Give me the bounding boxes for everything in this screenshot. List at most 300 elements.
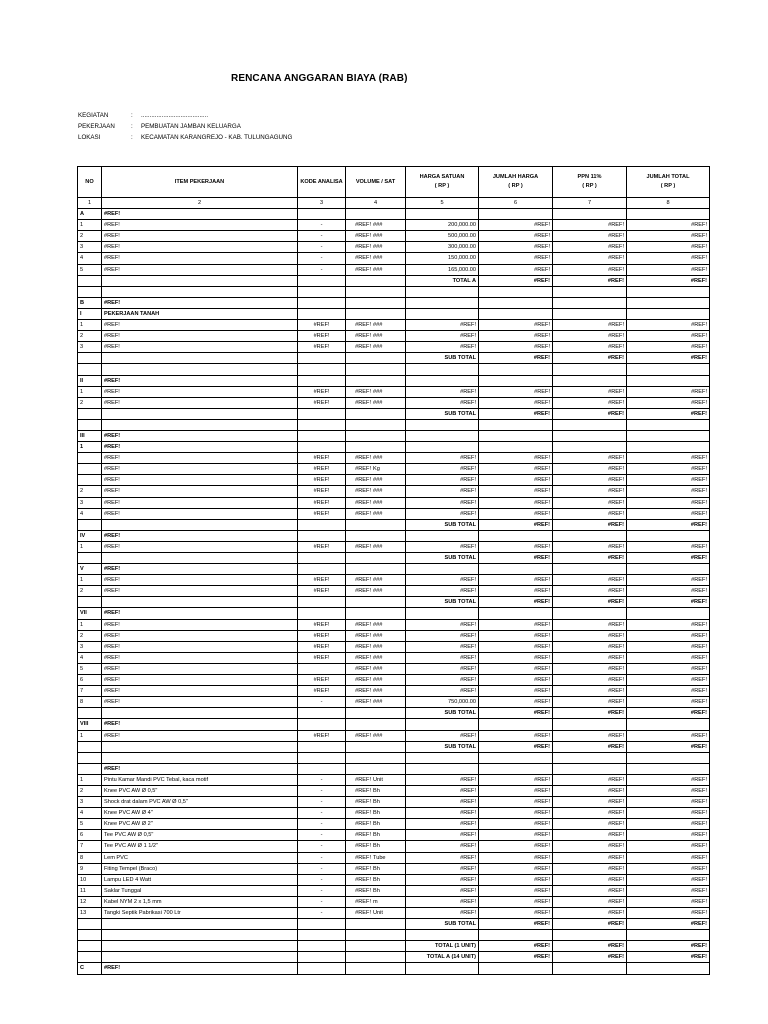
row-kode: #REF! [298, 464, 346, 475]
row-harga: #REF! [406, 641, 479, 652]
empty-cell [553, 375, 627, 386]
row-item: #REF! [102, 508, 298, 519]
summary-label: SUB TOTAL [406, 519, 479, 530]
row-item: #REF! [102, 730, 298, 741]
header-kode: KODE ANALISA [298, 167, 346, 198]
table-body [78, 198, 710, 975]
row-ppn: #REF! [553, 231, 627, 242]
table-header-row [78, 167, 710, 198]
project-info [78, 110, 292, 143]
empty-cell [102, 519, 298, 530]
row-ppn: #REF! [553, 852, 627, 863]
empty-cell [479, 963, 553, 974]
row-jumlah: #REF! [479, 264, 553, 275]
row-kode: - [298, 896, 346, 907]
empty-cell [553, 297, 627, 308]
row-harga: 500,000.00 [406, 231, 479, 242]
empty-cell [627, 430, 710, 441]
header-ppn-label: PPN 11% [577, 174, 602, 180]
row-ppn: #REF! [553, 453, 627, 464]
empty-cell [346, 952, 406, 963]
volume-wrap [348, 664, 403, 674]
row-volume [346, 386, 406, 397]
row-no [78, 763, 102, 774]
row-item: #REF! [102, 375, 298, 386]
summary-row [78, 952, 710, 963]
summary-ppn: #REF! [553, 408, 627, 419]
summary-label: SUB TOTAL [406, 919, 479, 930]
row-no: 3 [78, 242, 102, 253]
row-volume [346, 652, 406, 663]
row-harga: 750,000.00 [406, 697, 479, 708]
row-volume [346, 486, 406, 497]
row-item: #REF! [102, 453, 298, 464]
colnum-cell: 2 [102, 198, 298, 209]
summary-ppn: #REF! [553, 597, 627, 608]
table-row [78, 896, 710, 907]
empty-cell [346, 930, 406, 941]
row-total: #REF! [627, 863, 710, 874]
row-kode: #REF! [298, 342, 346, 353]
row-harga: #REF! [406, 486, 479, 497]
row-harga: #REF! [406, 586, 479, 597]
empty-cell [346, 375, 406, 386]
empty-cell [406, 297, 479, 308]
row-no: B [78, 297, 102, 308]
summary-ppn: #REF! [553, 941, 627, 952]
empty-cell [78, 519, 102, 530]
row-kode: - [298, 852, 346, 863]
rab-table [77, 166, 710, 975]
volume-unit: ### [373, 499, 383, 506]
row-total: #REF! [627, 242, 710, 253]
volume-unit: ### [373, 621, 383, 628]
summary-total: #REF! [627, 919, 710, 930]
empty-cell [627, 530, 710, 541]
row-ppn: #REF! [553, 874, 627, 885]
row-total: #REF! [627, 663, 710, 674]
empty-cell [553, 308, 627, 319]
empty-cell [627, 286, 710, 297]
table-row [78, 342, 710, 353]
volume-wrap [348, 620, 403, 630]
section-row [78, 308, 710, 319]
header-harga [406, 167, 479, 198]
row-jumlah: #REF! [479, 852, 553, 863]
row-ppn: #REF! [553, 497, 627, 508]
row-no: 2 [78, 785, 102, 796]
row-volume [346, 586, 406, 597]
row-item: #REF! [102, 231, 298, 242]
volume-wrap [348, 830, 403, 840]
summary-ppn: #REF! [553, 519, 627, 530]
row-volume [346, 785, 406, 796]
colnum-cell: 4 [346, 198, 406, 209]
volume-unit: ### [373, 477, 383, 484]
row-volume [346, 497, 406, 508]
row-item: #REF! [102, 253, 298, 264]
empty-cell [553, 608, 627, 619]
summary-jumlah: #REF! [479, 952, 553, 963]
row-harga: #REF! [406, 508, 479, 519]
row-ppn: #REF! [553, 663, 627, 674]
row-no [78, 464, 102, 475]
empty-cell [479, 442, 553, 453]
row-harga: #REF! [406, 819, 479, 830]
row-volume [346, 730, 406, 741]
row-item: #REF! [102, 464, 298, 475]
row-harga: #REF! [406, 874, 479, 885]
empty-cell [346, 597, 406, 608]
row-no: 3 [78, 342, 102, 353]
summary-row [78, 519, 710, 530]
volume-unit: m [373, 898, 378, 905]
empty-cell [346, 408, 406, 419]
row-volume [346, 508, 406, 519]
row-jumlah: #REF! [479, 475, 553, 486]
row-no: 5 [78, 819, 102, 830]
row-harga: #REF! [406, 453, 479, 464]
row-item: Fiting Tempel (Braco) [102, 863, 298, 874]
row-jumlah: #REF! [479, 320, 553, 331]
row-harga: #REF! [406, 475, 479, 486]
row-kode: #REF! [298, 453, 346, 464]
row-ppn: #REF! [553, 652, 627, 663]
row-no: VIII [78, 719, 102, 730]
empty-cell [78, 919, 102, 930]
row-ppn: #REF! [553, 641, 627, 652]
info-label: KEGIATAN [78, 112, 109, 119]
volume-value: #REF! [355, 222, 371, 229]
volume-wrap [348, 786, 403, 796]
row-total: #REF! [627, 641, 710, 652]
empty-cell [298, 919, 346, 930]
row-item: #REF! [102, 652, 298, 663]
row-jumlah: #REF! [479, 464, 553, 475]
row-volume [346, 619, 406, 630]
row-kode: #REF! [298, 619, 346, 630]
row-jumlah: #REF! [479, 830, 553, 841]
row-total: #REF! [627, 841, 710, 852]
empty-cell [298, 941, 346, 952]
empty-cell [346, 530, 406, 541]
row-no: C [78, 963, 102, 974]
empty-cell [298, 275, 346, 286]
colnum-cell: 8 [627, 198, 710, 209]
row-ppn: #REF! [553, 686, 627, 697]
row-total: #REF! [627, 541, 710, 552]
row-item: Tangki Septik Pabrikasi 700 Ltr [102, 908, 298, 919]
row-kode [298, 663, 346, 674]
row-ppn: #REF! [553, 908, 627, 919]
volume-value: #REF! [355, 588, 371, 595]
row-volume [346, 885, 406, 896]
volume-value: #REF! [355, 677, 371, 684]
volume-unit: ### [373, 266, 383, 273]
table-row [78, 220, 710, 231]
empty-cell [479, 752, 553, 763]
table-row [78, 630, 710, 641]
section-row [78, 963, 710, 974]
empty-cell [298, 430, 346, 441]
row-kode: #REF! [298, 397, 346, 408]
empty-cell [627, 608, 710, 619]
row-total: #REF! [627, 253, 710, 264]
summary-ppn: #REF! [553, 353, 627, 364]
row-ppn: #REF! [553, 541, 627, 552]
empty-cell [346, 708, 406, 719]
volume-unit: Unit [373, 910, 383, 916]
volume-unit: ### [373, 222, 383, 229]
table-row [78, 497, 710, 508]
row-ppn: #REF! [553, 486, 627, 497]
row-item: #REF! [102, 442, 298, 453]
summary-row [78, 708, 710, 719]
row-harga: #REF! [406, 630, 479, 641]
row-ppn: #REF! [553, 774, 627, 785]
row-jumlah: #REF! [479, 220, 553, 231]
volume-unit: ### [373, 543, 383, 550]
row-jumlah: #REF! [479, 486, 553, 497]
row-harga: 300,000.00 [406, 242, 479, 253]
summary-ppn: #REF! [553, 919, 627, 930]
volume-value: #REF! [355, 643, 371, 650]
empty-cell [102, 408, 298, 419]
row-jumlah: #REF! [479, 819, 553, 830]
row-ppn: #REF! [553, 808, 627, 819]
volume-value: #REF! [355, 898, 371, 905]
empty-cell [346, 719, 406, 730]
row-no: IV [78, 530, 102, 541]
row-item: Lem PVC [102, 852, 298, 863]
volume-wrap [348, 220, 403, 230]
row-kode: - [298, 797, 346, 808]
empty-cell [406, 419, 479, 430]
row-item: #REF! [102, 397, 298, 408]
row-ppn: #REF! [553, 675, 627, 686]
row-no: 12 [78, 896, 102, 907]
table-row [78, 841, 710, 852]
empty-cell [479, 375, 553, 386]
summary-total: #REF! [627, 353, 710, 364]
row-no: VII [78, 608, 102, 619]
volume-value: #REF! [355, 499, 371, 506]
row-item: Knee PVC AW Ø 0,5" [102, 785, 298, 796]
empty-cell [78, 952, 102, 963]
row-kode: - [298, 220, 346, 231]
section-row [78, 442, 710, 453]
header-ppn [553, 167, 627, 198]
empty-cell [346, 275, 406, 286]
row-total: #REF! [627, 264, 710, 275]
row-kode: - [298, 264, 346, 275]
row-ppn: #REF! [553, 220, 627, 231]
summary-jumlah: #REF! [479, 919, 553, 930]
empty-cell [627, 752, 710, 763]
row-jumlah: #REF! [479, 774, 553, 785]
empty-cell [298, 297, 346, 308]
empty-cell [346, 963, 406, 974]
volume-value: #REF! [355, 266, 371, 273]
row-volume [346, 686, 406, 697]
row-volume [346, 475, 406, 486]
row-jumlah: #REF! [479, 697, 553, 708]
row-no: 1 [78, 442, 102, 453]
volume-value: #REF! [355, 654, 371, 661]
empty-cell [406, 564, 479, 575]
row-jumlah: #REF! [479, 386, 553, 397]
section-row [78, 375, 710, 386]
summary-row [78, 597, 710, 608]
empty-cell [346, 364, 406, 375]
empty-cell [479, 564, 553, 575]
row-harga: #REF! [406, 541, 479, 552]
summary-total: #REF! [627, 741, 710, 752]
row-total: #REF! [627, 819, 710, 830]
row-no: 4 [78, 508, 102, 519]
summary-label: SUB TOTAL [406, 353, 479, 364]
summary-jumlah: #REF! [479, 597, 553, 608]
row-harga: #REF! [406, 497, 479, 508]
row-jumlah: #REF! [479, 652, 553, 663]
volume-wrap [348, 864, 403, 874]
row-no: 8 [78, 697, 102, 708]
volume-value: #REF! [355, 910, 371, 916]
empty-cell [479, 530, 553, 541]
row-kode: #REF! [298, 331, 346, 342]
row-no [78, 475, 102, 486]
row-volume [346, 841, 406, 852]
row-total: #REF! [627, 586, 710, 597]
table-row [78, 808, 710, 819]
empty-cell [406, 930, 479, 941]
row-jumlah: #REF! [479, 841, 553, 852]
row-item: #REF! [102, 342, 298, 353]
empty-cell [553, 442, 627, 453]
row-ppn: #REF! [553, 386, 627, 397]
row-total: #REF! [627, 908, 710, 919]
summary-total: #REF! [627, 553, 710, 564]
volume-value: #REF! [355, 477, 371, 484]
table-row [78, 486, 710, 497]
row-total: #REF! [627, 630, 710, 641]
row-jumlah: #REF! [479, 619, 553, 630]
volume-value: #REF! [355, 543, 371, 550]
row-kode: #REF! [298, 475, 346, 486]
info-value: ....................................... [141, 112, 209, 119]
table-row [78, 908, 710, 919]
empty-cell [102, 275, 298, 286]
row-harga: #REF! [406, 652, 479, 663]
volume-unit: ### [373, 677, 383, 684]
row-volume [346, 320, 406, 331]
table-row [78, 619, 710, 630]
volume-unit: ### [373, 488, 383, 495]
empty-cell [346, 297, 406, 308]
empty-cell [298, 708, 346, 719]
summary-label: SUB TOTAL [406, 741, 479, 752]
row-jumlah: #REF! [479, 541, 553, 552]
row-harga: #REF! [406, 730, 479, 741]
table-row [78, 575, 710, 586]
volume-unit: Tube [373, 854, 386, 861]
row-ppn: #REF! [553, 264, 627, 275]
volume-value: #REF! [355, 787, 371, 794]
volume-wrap [348, 253, 403, 263]
empty-cell [298, 930, 346, 941]
row-item: #REF! [102, 497, 298, 508]
empty-cell [406, 763, 479, 774]
row-no: 4 [78, 253, 102, 264]
row-no: 5 [78, 663, 102, 674]
volume-value: #REF! [355, 255, 371, 262]
summary-row [78, 941, 710, 952]
summary-total: #REF! [627, 408, 710, 419]
row-jumlah: #REF! [479, 896, 553, 907]
row-no: 3 [78, 641, 102, 652]
row-total: #REF! [627, 453, 710, 464]
row-total: #REF! [627, 852, 710, 863]
row-harga: #REF! [406, 841, 479, 852]
row-harga: #REF! [406, 797, 479, 808]
volume-wrap [348, 853, 403, 863]
header-harga-unit: ( RP ) [434, 183, 450, 189]
empty-cell [298, 375, 346, 386]
empty-cell [346, 752, 406, 763]
page-title: RENCANA ANGGARAN BIAYA (RAB) [231, 73, 408, 84]
row-kode: #REF! [298, 320, 346, 331]
row-no: A [78, 209, 102, 220]
row-harga: #REF! [406, 885, 479, 896]
row-volume [346, 675, 406, 686]
section-row [78, 209, 710, 220]
volume-unit: ### [373, 654, 383, 661]
row-item: #REF! [102, 242, 298, 253]
row-volume [346, 575, 406, 586]
table-row [78, 785, 710, 796]
summary-total: #REF! [627, 952, 710, 963]
volume-value: #REF! [355, 488, 371, 495]
row-volume [346, 253, 406, 264]
row-volume [346, 852, 406, 863]
row-item: Shock drat dalam PVC AW Ø 0,5" [102, 797, 298, 808]
empty-cell [553, 752, 627, 763]
summary-total: #REF! [627, 708, 710, 719]
row-no: 1 [78, 320, 102, 331]
table-row [78, 663, 710, 674]
row-harga: #REF! [406, 863, 479, 874]
row-kode: - [298, 231, 346, 242]
row-volume [346, 774, 406, 785]
empty-cell [346, 209, 406, 220]
empty-cell [479, 719, 553, 730]
row-kode: #REF! [298, 586, 346, 597]
volume-value: #REF! [355, 344, 371, 351]
volume-wrap [348, 886, 403, 896]
volume-unit: ### [373, 455, 383, 462]
empty-cell [298, 519, 346, 530]
table-row [78, 231, 710, 242]
empty-cell [406, 430, 479, 441]
row-no: III [78, 430, 102, 441]
summary-total: #REF! [627, 597, 710, 608]
summary-ppn: #REF! [553, 952, 627, 963]
row-kode: #REF! [298, 497, 346, 508]
row-kode: #REF! [298, 386, 346, 397]
row-kode: - [298, 253, 346, 264]
volume-wrap [348, 231, 403, 241]
info-colon: : [131, 134, 133, 141]
